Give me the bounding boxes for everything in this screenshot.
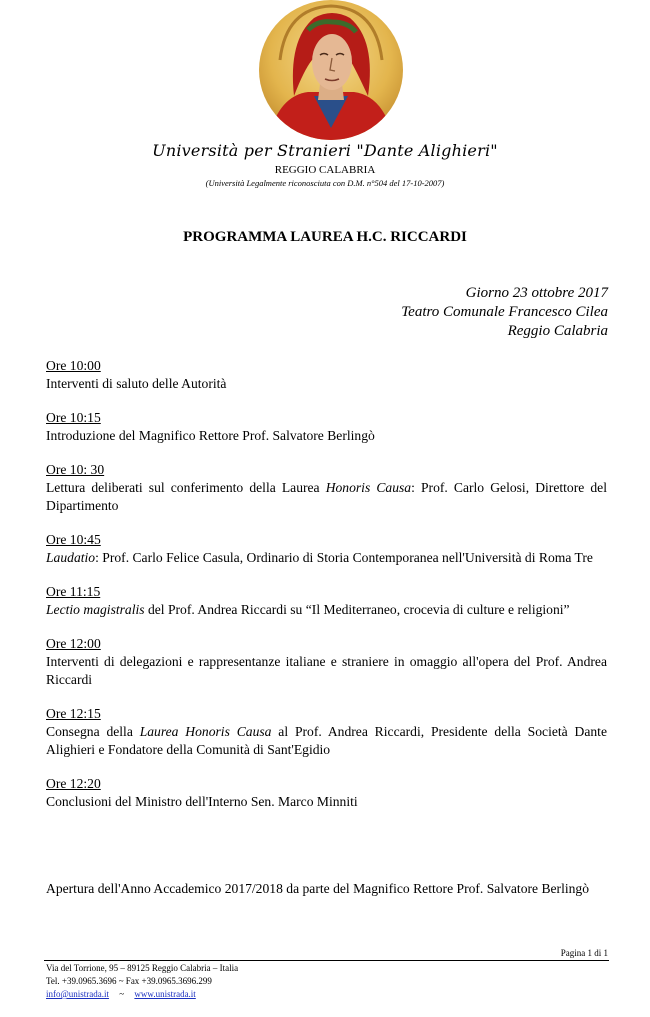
program-item	[46, 357, 607, 393]
event-info	[401, 284, 608, 341]
program-description-italic: Lectio magistralis	[46, 602, 145, 617]
program-description-text: : Prof. Carlo Gelosi, Direttore del Dipartimento	[46, 480, 607, 513]
program-item	[46, 461, 607, 515]
program-time: Ore 12:20	[46, 776, 101, 791]
program-time: Ore 10:15	[46, 410, 101, 425]
program-description-text: Interventi di saluto delle Autorità	[46, 376, 227, 391]
program-time: Ore 10:45	[46, 532, 101, 547]
program-time: Ore 10: 30	[46, 462, 105, 477]
program-item	[46, 705, 607, 759]
footer-contacts	[46, 988, 238, 1001]
program-description	[46, 601, 607, 619]
program-time: Ore 12:15	[46, 706, 101, 721]
program-description-text: Introduzione del Magnifico Rettore Prof. Salvatore Berlingò	[46, 428, 375, 443]
university-recognition-note: (Università Legalmente riconosciuta con D.M. n°504 del 17-10-2007)	[205, 178, 445, 188]
footer-phone-fax: Tel. +39.0965.3696 ~ Fax +39.0965.3696.299	[46, 976, 212, 986]
event-date: Giorno 23 ottobre 2017	[465, 285, 608, 301]
program-description-text: Lettura deliberati sul conferimento della Laurea	[46, 480, 326, 495]
page-number: Pagina 1 di 1	[560, 948, 608, 958]
event-venue: Teatro Comunale Francesco Cilea	[401, 304, 608, 320]
university-logo	[258, 0, 404, 140]
program-description-italic: Laudatio	[46, 550, 96, 565]
document-title: PROGRAMMA LAUREA H.C. RICCARDI	[183, 229, 467, 245]
program-item	[46, 635, 607, 689]
program-description	[46, 427, 607, 445]
email-link[interactable]: info@unistrada.it	[46, 989, 110, 999]
program-description	[46, 375, 607, 393]
program-description	[46, 793, 607, 811]
program-time: Ore 11:15	[46, 584, 101, 599]
program-description-italic: Honoris Causa	[325, 480, 412, 495]
program-item	[46, 531, 607, 567]
program-item	[46, 409, 607, 445]
university-city: REGGIO CALABRIA	[274, 164, 376, 176]
program-description	[46, 549, 607, 567]
footer-address: Via del Torrione, 95 – 89125 Reggio Calabria – Italia	[46, 963, 239, 973]
program-description	[46, 723, 607, 759]
program-item	[46, 775, 607, 811]
footer-divider	[44, 960, 609, 961]
program-description-italic: Laurea Honoris Causa	[139, 724, 272, 739]
program-description-text: al Prof. Andrea Riccardi, Presidente della Società Dante Alighieri e Fondatore della Comunità di Sant'Egidio	[46, 724, 607, 757]
program-description-text: del Prof. Andrea Riccardi su “Il Mediterraneo, crocevia di culture e religioni”	[144, 602, 570, 617]
program-time: Ore 10:00	[46, 358, 101, 373]
program-list	[46, 357, 607, 827]
university-name: Università per Stranieri "Dante Alighieri"	[152, 141, 498, 160]
program-item	[46, 583, 607, 619]
program-description	[46, 653, 607, 689]
closing-note: Apertura dell'Anno Accademico 2017/2018 da parte del Magnifico Rettore Prof. Salvatore Berlingò	[46, 881, 590, 896]
program-description-text: : Prof. Carlo Felice Casula, Ordinario di Storia Contemporanea nell'Università di Roma Tre	[95, 550, 593, 565]
program-time: Ore 12:00	[46, 636, 101, 651]
program-description-text: Consegna della	[46, 724, 140, 739]
dante-portrait-icon	[258, 0, 404, 140]
event-city: Reggio Calabria	[507, 323, 608, 339]
footer-separator: ~	[119, 989, 125, 999]
footer	[46, 962, 238, 1001]
program-description-text: Interventi di delegazioni e rappresentanze italiane e straniere in omaggio all'opera del Prof. Andrea Riccardi	[46, 654, 607, 687]
website-link[interactable]: www.unistrada.it	[134, 989, 196, 999]
program-description-text: Conclusioni del Ministro dell'Interno Sen. Marco Minniti	[46, 794, 358, 809]
program-description	[46, 479, 607, 515]
